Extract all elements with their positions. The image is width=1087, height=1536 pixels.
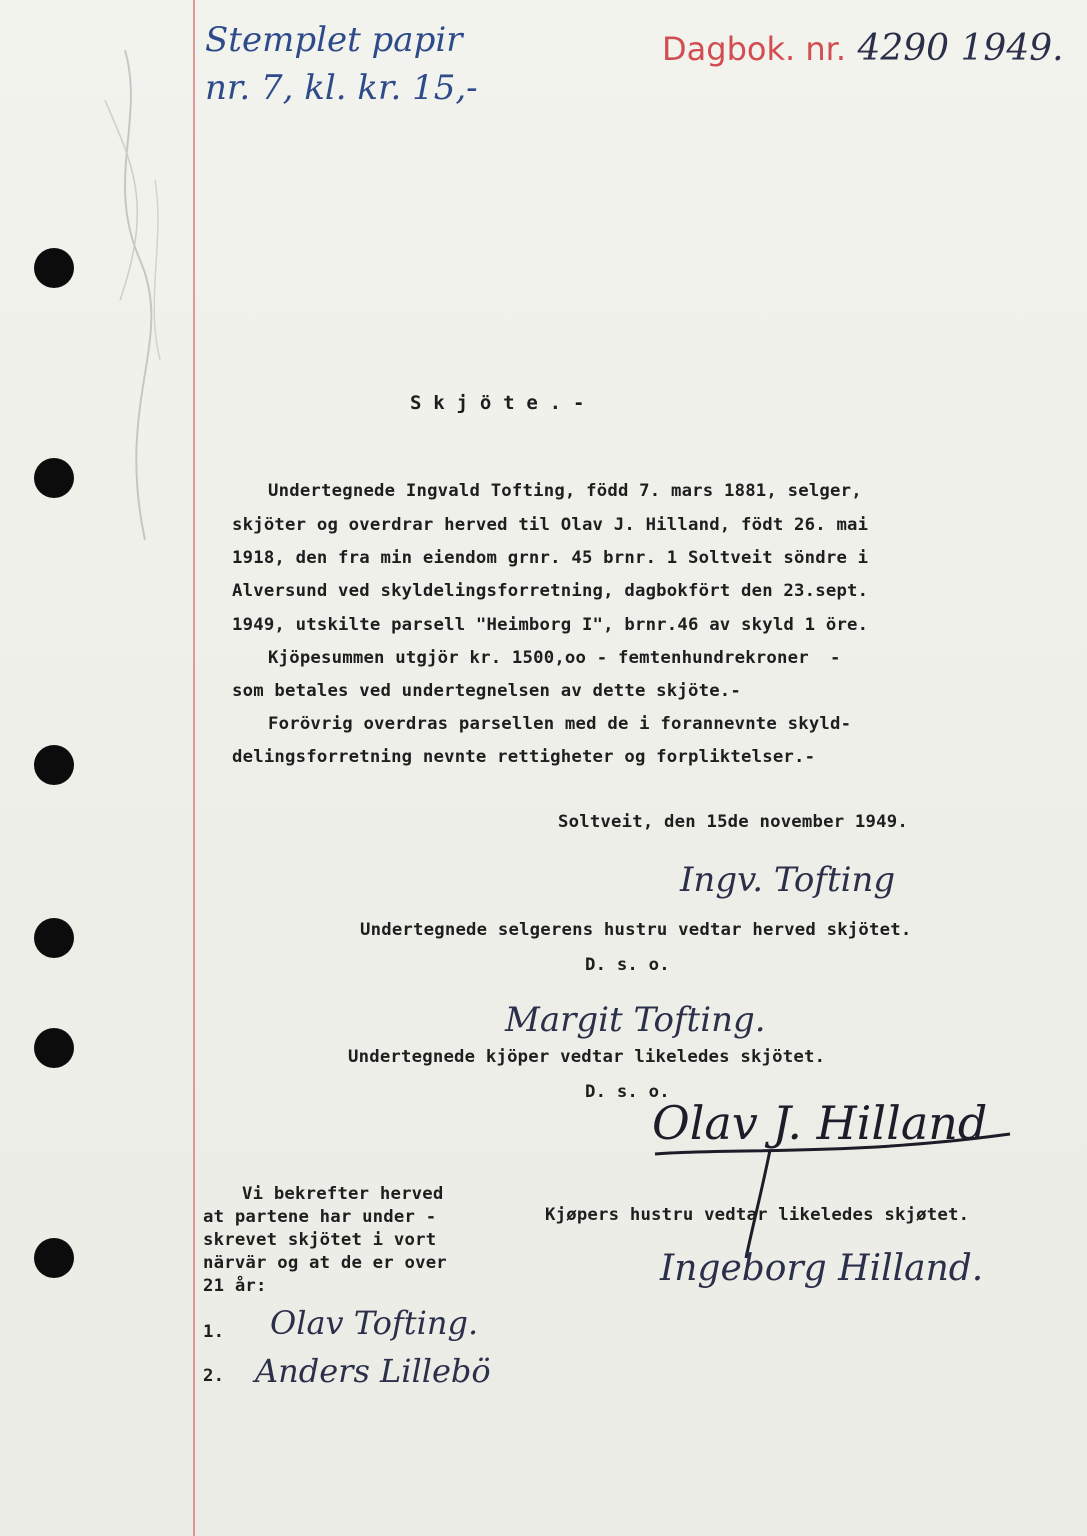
faint-pencil-marks [85, 40, 185, 560]
dso-line: D. s. o. [585, 955, 670, 975]
punch-hole [34, 918, 74, 958]
buyer-signature-underline [650, 1126, 1020, 1168]
witness-text: at partene har under - [203, 1207, 437, 1227]
body-line: Alversund ved skyldelingsforretning, dagbokfört den 23.sept. [232, 581, 869, 601]
dagbok-label: Dagbok. nr. [662, 30, 846, 68]
body-line: Forövrig overdras parsellen med de i forannevnte skyld- [268, 714, 852, 734]
witness-1-signature: Olav Tofting. [270, 1304, 479, 1342]
seller-signature: Ingv. Tofting [680, 860, 896, 900]
stamp-paper-note-line-1: Stemplet papir [205, 20, 463, 60]
witness-text: närvär og at de er over [203, 1253, 447, 1273]
witness-number: 1. [203, 1322, 225, 1342]
document-title: S k j ö t e . - [410, 392, 585, 414]
red-margin-line [193, 0, 195, 1536]
body-line: 1918, den fra min eiendom grnr. 45 brnr. 1 Soltveit söndre i [232, 548, 869, 568]
dagbok-number: 4290 [857, 28, 950, 69]
wife-consent: Undertegnede selgerens hustru vedtar herved skjötet. [360, 920, 912, 940]
buyer-wife-signature: Ingeborg Hilland. [660, 1248, 984, 1289]
witness-text: Vi bekrefter herved [242, 1184, 444, 1204]
body-line: Kjöpesummen utgjör kr. 1500,oo - femtenhundrekroner - [268, 648, 841, 668]
witness-text: skrevet skjötet i vort [203, 1230, 437, 1250]
punch-hole [34, 1238, 74, 1278]
place-date: Soltveit, den 15de november 1949. [558, 812, 908, 832]
body-line: som betales ved undertegnelsen av dette skjöte.- [232, 681, 742, 701]
buyer-consent: Undertegnede kjöper vedtar likeledes skjötet. [348, 1047, 826, 1067]
dso-line: D. s. o. [585, 1082, 670, 1102]
body-line: skjöter og overdrar herved til Olav J. Hilland, födt 26. mai [232, 515, 869, 535]
witness-text: 21 år: [203, 1276, 267, 1296]
dagbok-stamp [662, 28, 1064, 69]
witness-2-signature: Anders Lillebö [255, 1352, 491, 1390]
body-line: Undertegnede Ingvald Tofting, född 7. mars 1881, selger, [268, 481, 862, 501]
witness-number: 2. [203, 1366, 225, 1386]
stamp-paper-note-line-2: nr. 7, kl. kr. 15,- [205, 68, 478, 108]
punch-hole [34, 248, 74, 288]
seller-wife-signature: Margit Tofting. [505, 1000, 766, 1040]
punch-hole [34, 745, 74, 785]
punch-hole [34, 1028, 74, 1068]
buyer-signature: Olav J. Hilland [652, 1096, 988, 1150]
body-line: delingsforretning nevnte rettigheter og forpliktelser.- [232, 747, 816, 767]
punch-hole [34, 458, 74, 498]
buyer-wife-consent: Kjøpers hustru vedtar likeledes skjøtet. [545, 1205, 970, 1225]
body-line: 1949, utskilte parsell "Heimborg I", brnr.46 av skyld 1 öre. [232, 615, 869, 635]
dagbok-year: 1949. [960, 28, 1064, 69]
